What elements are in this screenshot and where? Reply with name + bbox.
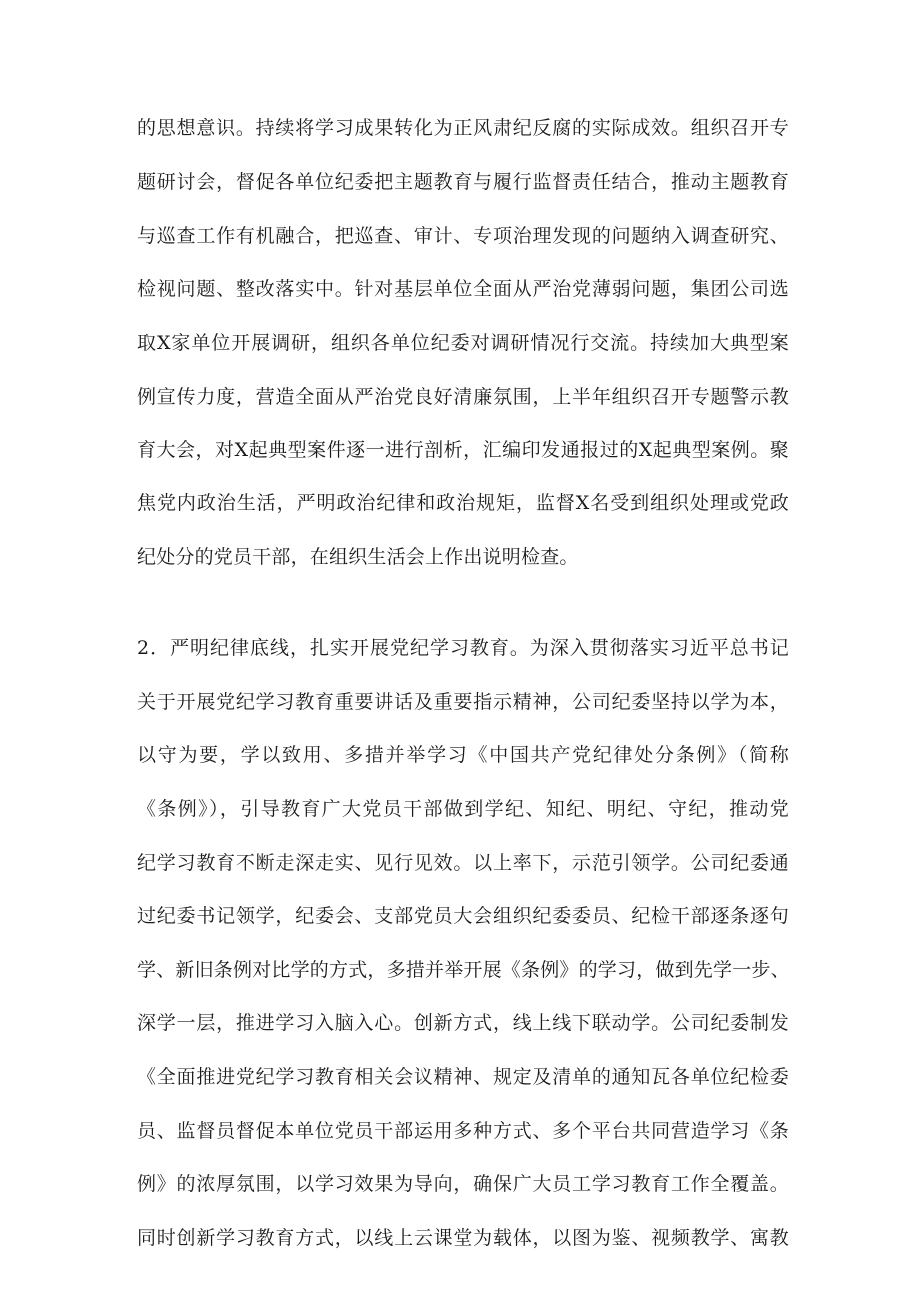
paragraph-line: 2．严明纪律底线，扎实开展党纪学习教育。为深入贯彻落实习近平总书记	[137, 637, 789, 659]
paragraph-line: 深学一层，推进学习入脑入心。创新方式，线上线下联动学。公司纪委制发	[137, 1012, 789, 1034]
paragraph-line: 纪处分的党员干部，在组织生活会上作出说明检查。	[137, 546, 579, 568]
paragraph-line: 例》的浓厚氛围，以学习效果为导向，确保广大员工学习教育工作全覆盖。	[137, 1173, 789, 1195]
paragraph-line: 育大会，对X起典型案件逐一进行剖析，汇编印发通报过的X起典型案例。聚	[137, 439, 789, 461]
paragraph-line: 员、监督员督促本单位党员干部运用多种方式、多个平台共同营造学习《条	[137, 1120, 789, 1142]
paragraph-line: 关于开展党纪学习教育重要讲话及重要指示精神，公司纪委坚持以学为本，	[137, 691, 789, 713]
paragraph-line: 取X家单位开展调研，组织各单位纪委对调研情况行交流。持续加大典型案	[137, 332, 789, 354]
paragraph-line: 过纪委书记领学，纪委会、支部党员大会组织纪委委员、纪检干部逐条逐句	[137, 905, 789, 927]
paragraph-line: 学、新旧条例对比学的方式，多措并举开展《条例》的学习，做到先学一步、	[137, 959, 790, 981]
paragraph-line: 的思想意识。持续将学习成果转化为正风肃纪反腐的实际成效。组织召开专	[137, 117, 789, 139]
paragraph-line: 焦党内政治生活，严明政治纪律和政治规矩，监督X名受到组织处理或党政	[137, 492, 789, 514]
paragraph-line: 例宣传力度，营造全面从严治党良好清廉氛围，上半年组织召开专题警示教	[137, 386, 789, 408]
paragraph-line: 题研讨会，督促各单位纪委把主题教育与履行监督责任结合，推动主题教育	[137, 171, 789, 193]
paragraph-line: 《条例》），引导教育广大党员干部做到学纪、知纪、明纪、守纪，推动党	[137, 798, 789, 820]
paragraph-line: 纪学习教育不断走深走实、见行见效。以上率下，示范引领学。公司纪委通	[137, 852, 789, 874]
paragraph-line: 与巡查工作有机融合，把巡查、审计、专项治理发现的问题纳入调查研究、	[137, 225, 789, 247]
paragraph-line: 检视问题、整改落实中。针对基层单位全面从严治党薄弱问题，集团公司选	[137, 278, 789, 300]
paragraph-line: 以守为要，学以致用、多措并举学习《中国共产党纪律处分条例》（简称	[137, 744, 789, 766]
paragraph-line: 同时创新学习教育方式，以线上云课堂为载体，以图为鉴、视频教学、寓教	[137, 1227, 789, 1249]
paragraph-line: 《全面推进党纪学习教育相关会议精神、规定及清单的通知瓦各单位纪检委	[137, 1066, 789, 1088]
